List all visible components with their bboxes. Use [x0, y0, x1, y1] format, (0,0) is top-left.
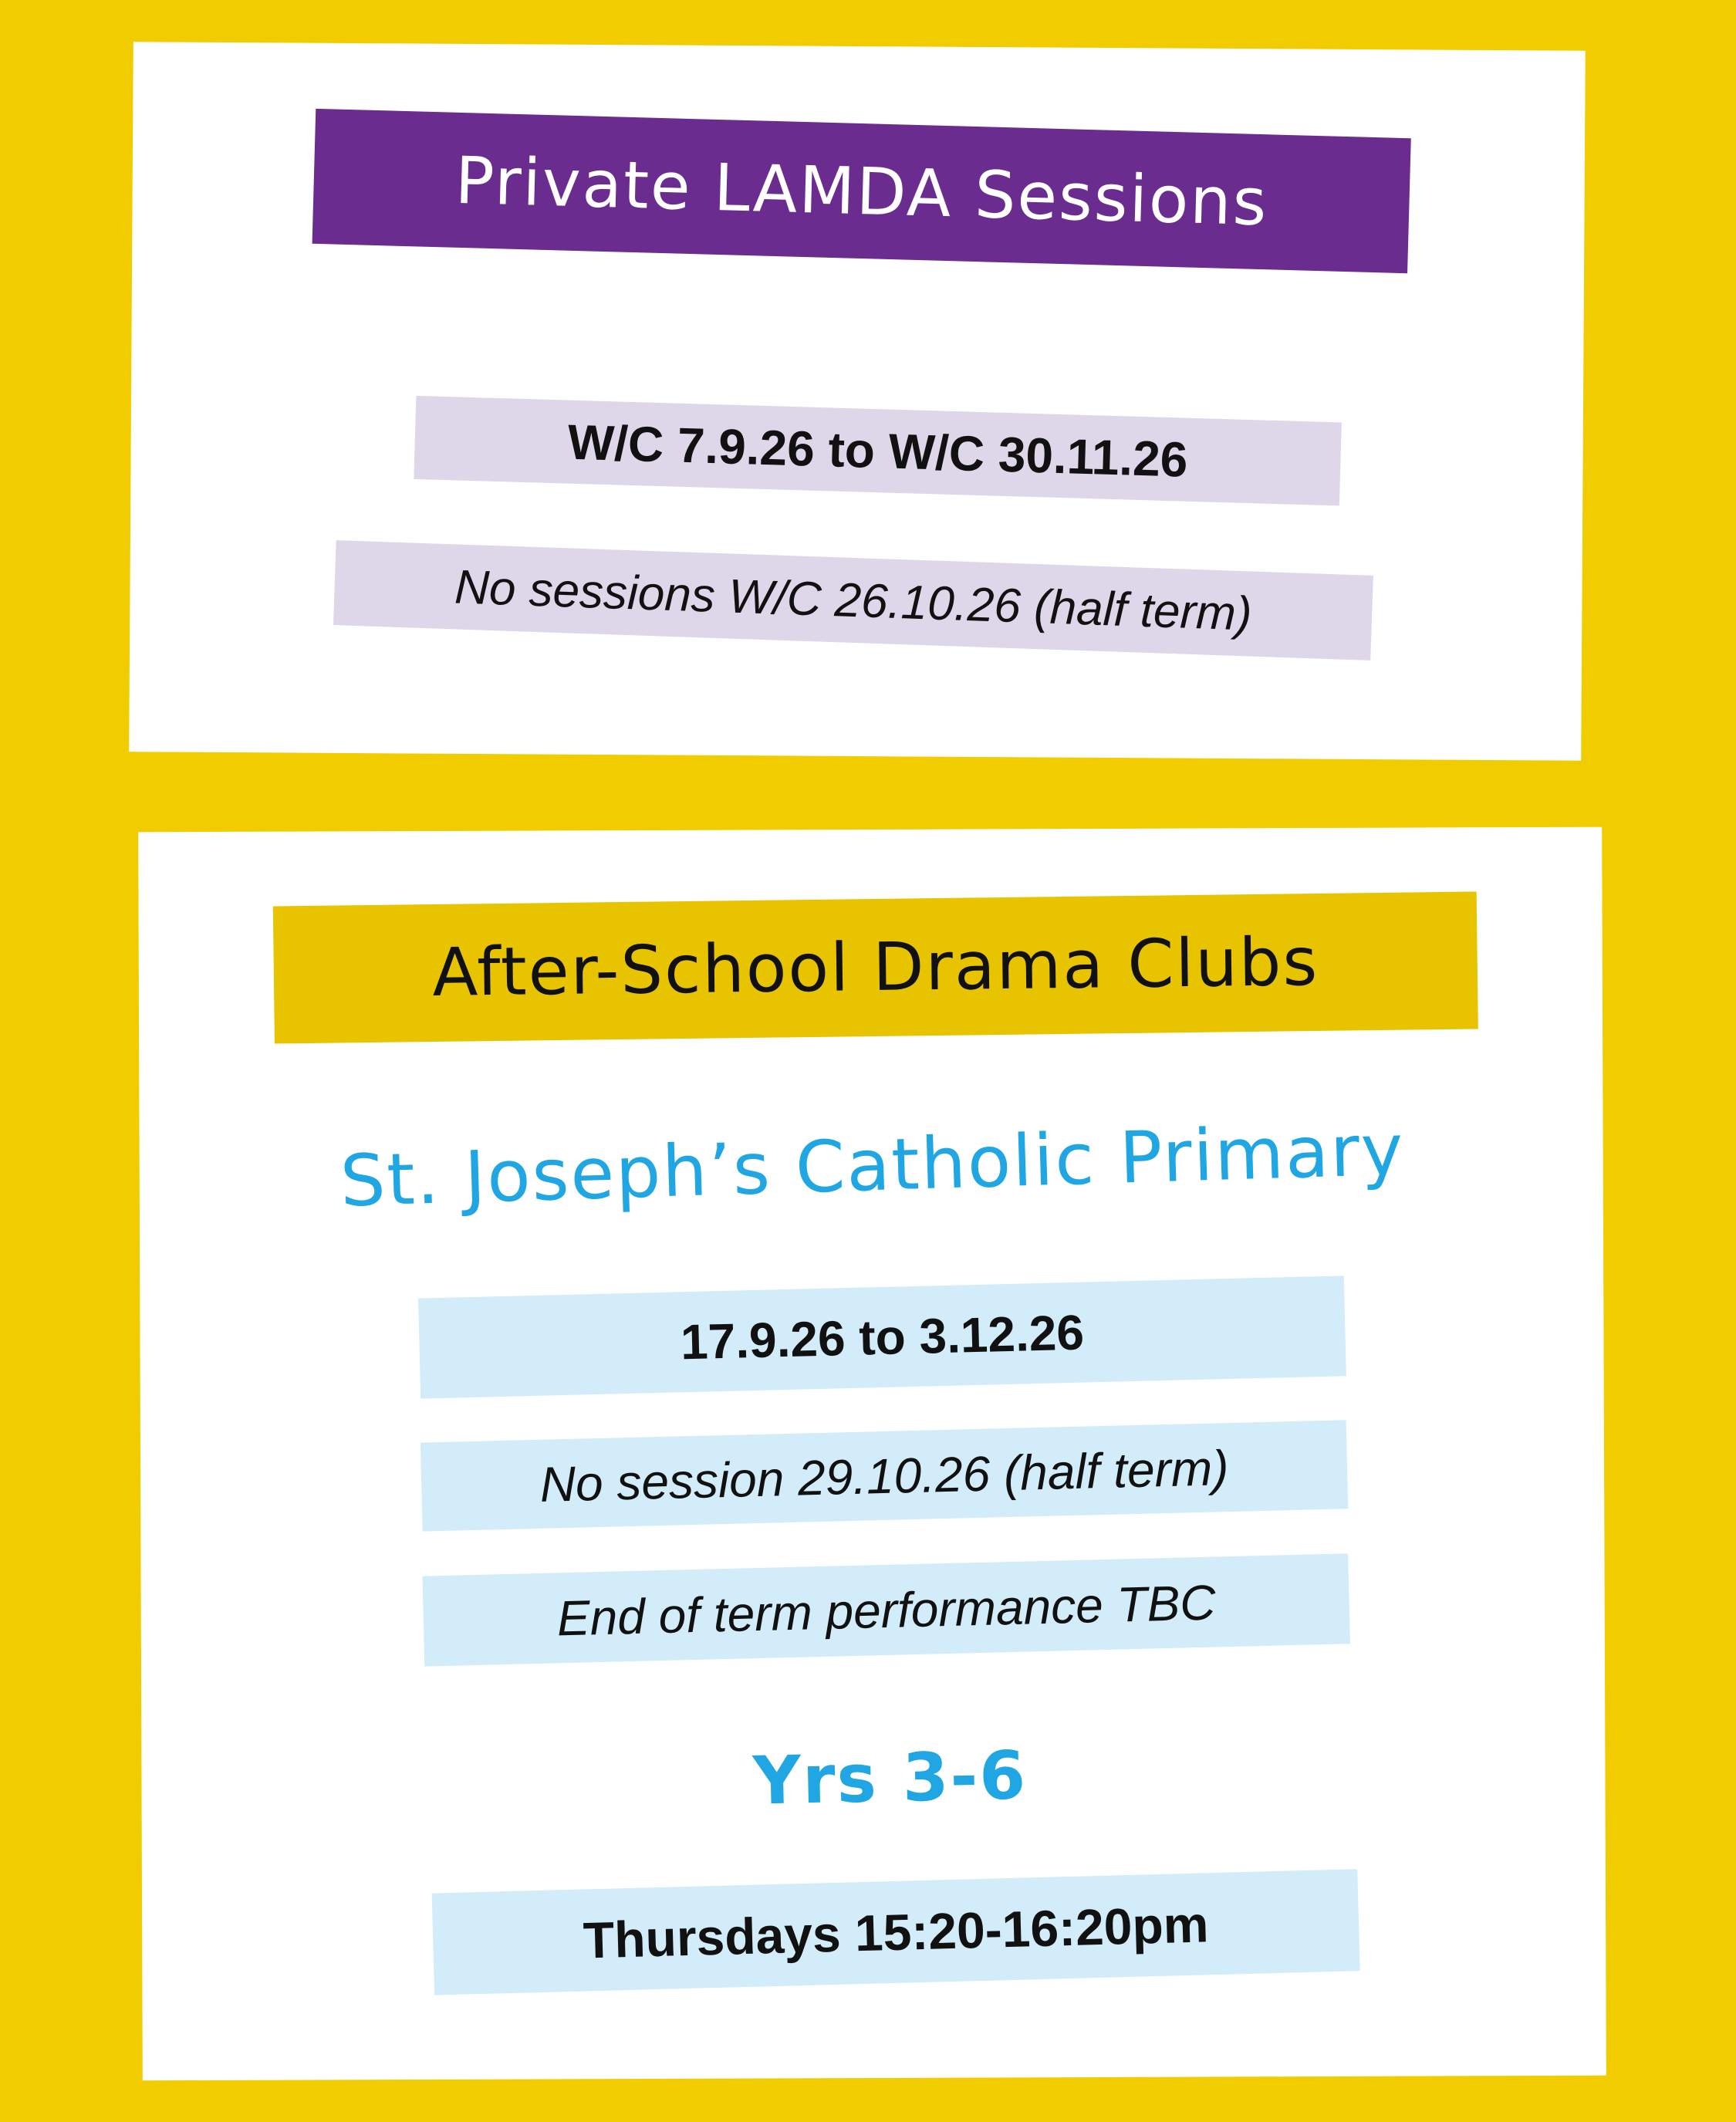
school-name: St. Joseph’s Catholic Primary	[339, 1108, 1406, 1222]
performance-note: End of term performance TBC	[422, 1553, 1350, 1666]
lamda-half-term-note: No sessions W/C 26.10.26 (half term)	[333, 540, 1373, 661]
year-groups: Yrs 3-6	[751, 1737, 1028, 1820]
lamda-title: Private LAMDA Sessions	[312, 109, 1411, 273]
lamda-date-range: W/C 7.9.26 to W/C 30.11.26	[414, 396, 1342, 506]
drama-clubs-title: After-School Drama Clubs	[273, 891, 1478, 1043]
lamda-card	[129, 42, 1586, 760]
club-schedule: Thursdays 15:20-16:20pm	[432, 1869, 1360, 1995]
drama-clubs-card	[138, 827, 1606, 2081]
club-date-range: 17.9.26 to 3.12.26	[418, 1276, 1346, 1398]
club-half-term-note: No session 29.10.26 (half term)	[420, 1420, 1348, 1531]
